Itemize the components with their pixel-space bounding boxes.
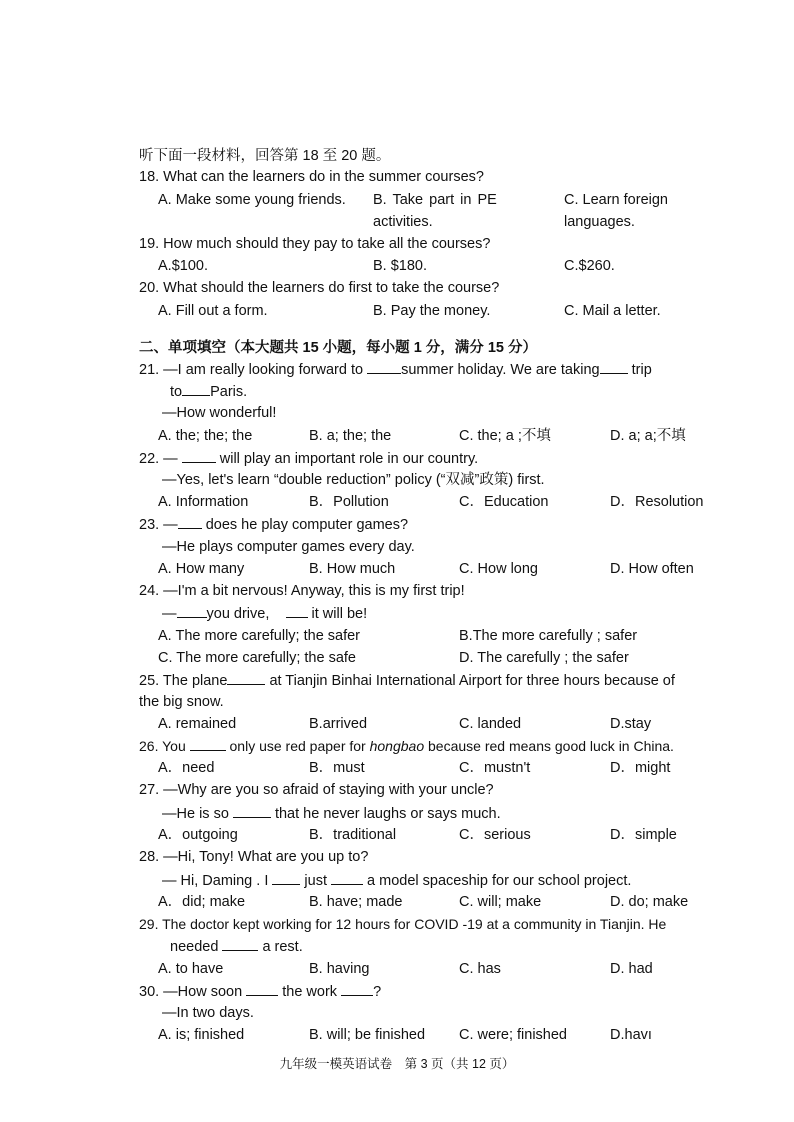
q28-option-c: C. will; make	[459, 894, 542, 910]
answer-blank	[331, 870, 363, 885]
q20-option-a: A. Fill out a form.	[158, 303, 268, 319]
q21-option-d: D. a; a;不填	[610, 428, 686, 444]
answer-blank	[367, 359, 401, 374]
q19-option-a: A.$100.	[158, 258, 208, 274]
question-28-line-2: — Hi, Daming . I just a model spaceship for our school project.	[162, 870, 631, 891]
question-24-line-2: — you drive, it will be!	[162, 603, 367, 624]
q21-option-c: C. the; a ;不填	[459, 428, 551, 444]
question-26-line-1: 26. You only use red paper for hongbao because red means good luck in China.	[139, 738, 674, 754]
answer-blank	[246, 981, 278, 996]
question-22-line-1: 22. — will play an important role in our country.	[139, 448, 478, 469]
question-29-line-1: 29. The doctor kept working for 12 hours for COVID -19 at a community in Tianjin. He	[139, 916, 667, 932]
q18-option-b: B. Take part in PE	[373, 192, 497, 208]
q23-option-b: B. How much	[309, 561, 396, 577]
question-20-stem: 20. What should the learners do first to take the course?	[139, 280, 500, 296]
question-22-line-2: —Yes, let's learn “double reduction” policy (“双减”政策) first.	[162, 472, 545, 488]
question-18-stem: 18. What can the learners do in the summer courses?	[139, 169, 484, 185]
question-28-line-1: 28. —Hi, Tony! What are you up to?	[139, 849, 369, 865]
q26-option-d: D．might	[610, 760, 671, 776]
q29-option-a: A. to have	[158, 961, 224, 977]
answer-blank	[222, 936, 258, 951]
answer-blank	[182, 448, 216, 463]
q28-option-a: A．did; make	[158, 894, 246, 910]
q24-option-b: B.The more carefully ; safer	[459, 628, 638, 644]
q29-option-b: B. having	[309, 961, 370, 977]
question-21-line-2: to Paris.	[170, 381, 247, 402]
question-27-line-1: 27. —Why are you so afraid of staying with your uncle?	[139, 782, 494, 798]
question-21-line-3: —How wonderful!	[162, 405, 277, 421]
q22-option-b: B．Pollution	[309, 494, 389, 510]
q18-option-c-cont: languages.	[564, 214, 635, 230]
answer-blank	[182, 381, 210, 396]
q23-option-d: D. How often	[610, 561, 694, 577]
q25-option-b: B.arrived	[309, 716, 368, 732]
q25-option-d: D.stay	[610, 716, 652, 732]
question-25-line-1: 25. The plane at Tianjin Binhai International Airport for three hours because of	[139, 670, 675, 691]
q30-option-d: D.havı	[610, 1027, 652, 1043]
q23-option-c: C. How long	[459, 561, 538, 577]
q18-option-c: C. Learn foreign	[564, 192, 668, 208]
q29-option-c: C. has	[459, 961, 501, 977]
q19-option-c: C.$260.	[564, 258, 615, 274]
q19-option-b: B. $180.	[373, 258, 428, 274]
question-21-line-1: 21. —I am really looking forward to summer holiday. We are taking trip	[139, 359, 652, 380]
question-25-line-2: the big snow.	[139, 694, 224, 710]
q18-option-a: A. Make some young friends.	[158, 192, 346, 208]
page-footer: 九年级一模英语试卷 第 3 页（共 12 页）	[279, 1057, 515, 1071]
question-30-line-1: 30. —How soon the work ?	[139, 981, 381, 1002]
q25-option-c: C. landed	[459, 716, 522, 732]
q22-option-a: A. Information	[158, 494, 249, 510]
q30-option-b: B. will; be finished	[309, 1027, 426, 1043]
q28-option-b: B. have; made	[309, 894, 403, 910]
q18-option-b-cont: activities.	[373, 214, 433, 230]
q26-option-b: B．must	[309, 760, 365, 776]
listening-intro: 听下面一段材料，回答第 18 至 20 题。	[139, 148, 391, 164]
question-19-stem: 19. How much should they pay to take all the courses?	[139, 236, 491, 252]
q27-option-b: B．traditional	[309, 827, 397, 843]
q30-option-a: A. is; finished	[158, 1027, 245, 1043]
question-30-line-2: —In two days.	[162, 1005, 254, 1021]
q27-option-d: D．simple	[610, 827, 677, 843]
q24-option-c: C. The more carefully; the safe	[158, 650, 356, 666]
q27-option-a: A．outgoing	[158, 827, 238, 843]
question-24-line-1: 24. —I'm a bit nervous! Anyway, this is my first trip!	[139, 583, 465, 599]
q27-option-c: C．serious	[459, 827, 531, 843]
q28-option-d: D. do; make	[610, 894, 689, 910]
answer-blank	[178, 514, 202, 529]
q26-option-c: C．mustn't	[459, 760, 531, 776]
q29-option-d: D. had	[610, 961, 653, 977]
answer-blank	[190, 736, 226, 751]
q24-option-a: A. The more carefully; the safer	[158, 628, 361, 644]
q25-option-a: A. remained	[158, 716, 237, 732]
q26-option-a: A．need	[158, 760, 215, 776]
answer-blank	[177, 603, 207, 618]
question-23-line-1: 23. — does he play computer games?	[139, 514, 408, 535]
q22-option-d: D．Resolution	[610, 494, 704, 510]
q30-option-c: C. were; finished	[459, 1027, 567, 1043]
answer-blank	[600, 359, 628, 374]
question-27-line-2: —He is so that he never laughs or says much.	[162, 803, 501, 824]
q21-option-b: B. a; the; the	[309, 428, 392, 444]
q21-option-a: A. the; the; the	[158, 428, 253, 444]
q22-option-c: C．Education	[459, 494, 549, 510]
answer-blank	[227, 670, 265, 685]
question-23-line-2: —He plays computer games every day.	[162, 539, 415, 555]
question-29-line-2: needed a rest.	[170, 936, 303, 957]
q20-option-c: C. Mail a letter.	[564, 303, 661, 319]
section-2-heading: 二、单项填空（本大题共 15 小题，每小题 1 分，满分 15 分）	[139, 340, 537, 356]
q23-option-a: A. How many	[158, 561, 245, 577]
answer-blank	[233, 803, 271, 818]
answer-blank	[272, 870, 300, 885]
answer-blank	[286, 603, 308, 618]
answer-blank	[341, 981, 373, 996]
q20-option-b: B. Pay the money.	[373, 303, 491, 319]
q24-option-d: D. The carefully ; the safer	[459, 650, 629, 666]
